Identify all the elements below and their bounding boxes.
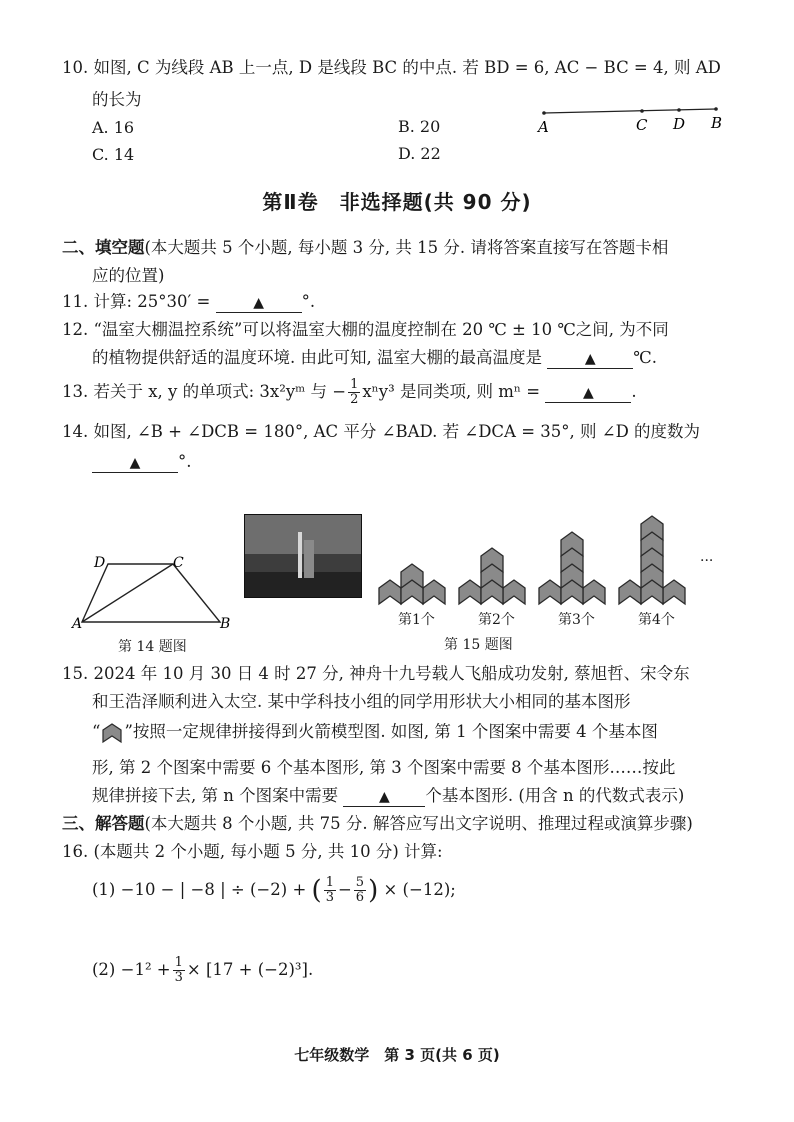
q16-part-1: (1) −10 − | −8 | ÷ (−2) + ( $\frac{1}{3}$ − $\frac{5}{6}$ ) × (−12); <box>92 875 456 906</box>
p1-text: (1) −10 − | −8 | ÷ (−2) + <box>92 880 307 899</box>
p1-suffix: × (−12); <box>383 880 456 899</box>
pattern-2-tile <box>459 580 481 604</box>
q13 <box>62 378 637 407</box>
pattern-4-label: 第4个 <box>638 612 675 628</box>
q11-suffix: °. <box>301 292 316 311</box>
photo-rocket <box>298 532 302 578</box>
q13-text: 13. 若关于 x, y 的单项式: 3x²yᵐ 与 − <box>62 382 347 401</box>
p1-f1-den: 3 <box>325 890 334 905</box>
q13-frac-den: 2 <box>350 392 359 407</box>
point-d-label: D <box>673 115 686 133</box>
pattern-2-tile <box>503 580 525 604</box>
q13-text-mid: xⁿy³ 是同类项, 则 mⁿ = <box>362 382 541 401</box>
photo-ground <box>244 572 362 598</box>
point-a-label: A <box>538 118 549 136</box>
fill-heading-note-2: 应的位置) <box>92 266 165 285</box>
q12-text: 的植物提供舒适的温度环境. 由此可知, 温室大棚的最高温度是 <box>92 348 542 367</box>
pattern-2-label: 第2个 <box>478 612 515 628</box>
q12-answer-blank <box>547 349 633 369</box>
q11-text: 11. 计算: 25°30′ = <box>62 292 211 311</box>
fig14-point-b: B <box>220 616 231 632</box>
solve-heading-line <box>62 812 693 836</box>
p2-text: (2) −1² + <box>92 960 171 979</box>
fig14-point-a: A <box>72 616 83 632</box>
pattern-1-tile <box>379 580 401 604</box>
solve-heading: 三、解答题 <box>62 814 145 833</box>
p2-fraction <box>173 956 185 985</box>
p1-paren-close: ) <box>368 875 379 906</box>
q15-line-4: 形, 第 2 个图案中需要 6 个基本图形, 第 3 个图案中需要 8 个基本图形……按此 <box>92 758 676 777</box>
solve-heading-note: (本大题共 8 个小题, 共 75 分. 解答应写出文字说明、推理过程或演算步骤) <box>144 814 693 833</box>
point-b-label: B <box>711 114 723 132</box>
q15-line-2: 和王浩泽顺利进入太空. 某中学科技小组的同学用形状大小相同的基本图形 <box>92 692 631 711</box>
answer-marker: ▲ <box>582 385 594 401</box>
basic-tile-icon <box>100 722 124 744</box>
pattern-3-tile <box>539 580 561 604</box>
q13-fraction <box>348 378 360 407</box>
fig14-point-d: D <box>94 555 106 571</box>
q10-text-2: 的长为 <box>92 90 142 109</box>
answer-marker: ▲ <box>253 295 264 311</box>
fig15-patterns <box>372 470 722 610</box>
q13-frac-num: 1 <box>350 377 359 392</box>
point-d-dot <box>677 108 681 112</box>
q13-suffix: . <box>631 382 637 401</box>
segment-ab <box>544 109 716 113</box>
pattern-4-tile <box>619 580 641 604</box>
fill-heading-note: (本大题共 5 个小题, 每小题 3 分, 共 15 分. 请将答案直接写在答题卡相 <box>144 238 669 257</box>
p2-suffix: × [17 + (−2)³]. <box>186 960 314 979</box>
point-b-dot <box>714 107 718 111</box>
fill-heading-line <box>62 236 668 260</box>
q10-segment-figure <box>530 96 730 138</box>
point-a-dot <box>542 111 546 115</box>
q10-option-d: D. 22 <box>398 144 441 163</box>
page-footer: 七年级数学 第 3 页(共 6 页) <box>294 1046 500 1064</box>
trapezoid-abcd <box>82 564 220 622</box>
q15-text-5: 规律拼接下去, 第 n 个图案中需要 <box>92 786 339 805</box>
answer-marker: ▲ <box>378 789 390 805</box>
pattern-1-label: 第1个 <box>398 612 435 628</box>
q12-line-2 <box>92 346 657 370</box>
p1-paren-open: ( <box>311 875 322 906</box>
pattern-3-tile <box>583 580 605 604</box>
q14-suffix: °. <box>178 452 192 471</box>
q14-answer-blank <box>92 453 178 473</box>
q11 <box>62 290 315 314</box>
q15-suffix: 个基本图形. (用含 n 的代数式表示) <box>425 786 685 805</box>
q11-answer-blank <box>216 293 302 313</box>
point-c-dot <box>640 109 644 113</box>
fig15-caption: 第 15 题图 <box>444 637 513 653</box>
answer-marker: ▲ <box>129 455 141 471</box>
pattern-1-tile <box>423 580 445 604</box>
rocket-launch-photo <box>244 514 362 598</box>
q16-part-2 <box>92 956 313 985</box>
q14-line-2 <box>92 450 192 474</box>
pattern-3-label: 第3个 <box>558 612 595 628</box>
fig14-trapezoid <box>70 552 240 632</box>
q10-option-a: A. 16 <box>92 118 135 137</box>
p2-f-num: 1 <box>174 955 183 970</box>
point-c-label: C <box>636 116 648 134</box>
q16-heading: 16. (本题共 2 个小题, 每小题 5 分, 共 10 分) 计算: <box>62 842 443 861</box>
q13-answer-blank <box>545 383 631 403</box>
q10-option-c: C. 14 <box>92 145 135 164</box>
pattern-4-tile <box>663 580 685 604</box>
q10-text: 10. 如图, C 为线段 AB 上一点, D 是线段 BC 的中点. 若 BD = 6, AC − BC = 4, 则 AD <box>62 58 721 77</box>
fig14-caption: 第 14 题图 <box>118 639 187 655</box>
q14-line-1: 14. 如图, ∠B + ∠DCB = 180°, AC 平分 ∠BAD. 若 ∠DCA = 35°, 则 ∠D 的度数为 <box>62 422 701 441</box>
section-2-title: 第Ⅱ卷 非选择题(共 90 分) <box>262 190 532 214</box>
p1-f2-num: 5 <box>355 875 365 890</box>
q15-text-3: 按照一定规律拼接得到火箭模型图. 如图, 第 1 个图案中需要 4 个基本图 <box>132 722 658 741</box>
answer-marker: ▲ <box>584 351 596 367</box>
q10-option-b: B. 20 <box>398 117 441 136</box>
q15-line-5 <box>92 784 684 808</box>
q12-line-1: 12. “温室大棚温控系统”可以将温室大棚的温度控制在 20 ℃ ± 10 ℃之间, 为不同 <box>62 320 669 339</box>
photo-sky <box>244 514 362 554</box>
p1-f1-num: 1 <box>325 875 334 890</box>
q15-answer-blank <box>343 787 425 807</box>
p1-fraction-2 <box>354 876 366 905</box>
fill-heading: 二、填空题 <box>62 238 145 257</box>
q12-suffix: ℃. <box>633 348 657 367</box>
p1-f2-den: 6 <box>355 890 365 905</box>
fig14-point-c: C <box>173 555 184 571</box>
photo-tower <box>304 540 314 578</box>
p2-f-den: 3 <box>174 970 183 985</box>
q15-line-3: “ ”按照一定规律拼接得到火箭模型图. 如图, 第 1 个图案中需要 4 个基本图 <box>92 720 658 744</box>
q15-line-1: 15. 2024 年 10 月 30 日 4 时 27 分, 神舟十九号载人飞船成功发射, 蔡旭哲、宋令东 <box>62 664 690 683</box>
pattern-ellipsis: ··· <box>700 553 714 569</box>
p1-fraction-1 <box>324 876 336 905</box>
